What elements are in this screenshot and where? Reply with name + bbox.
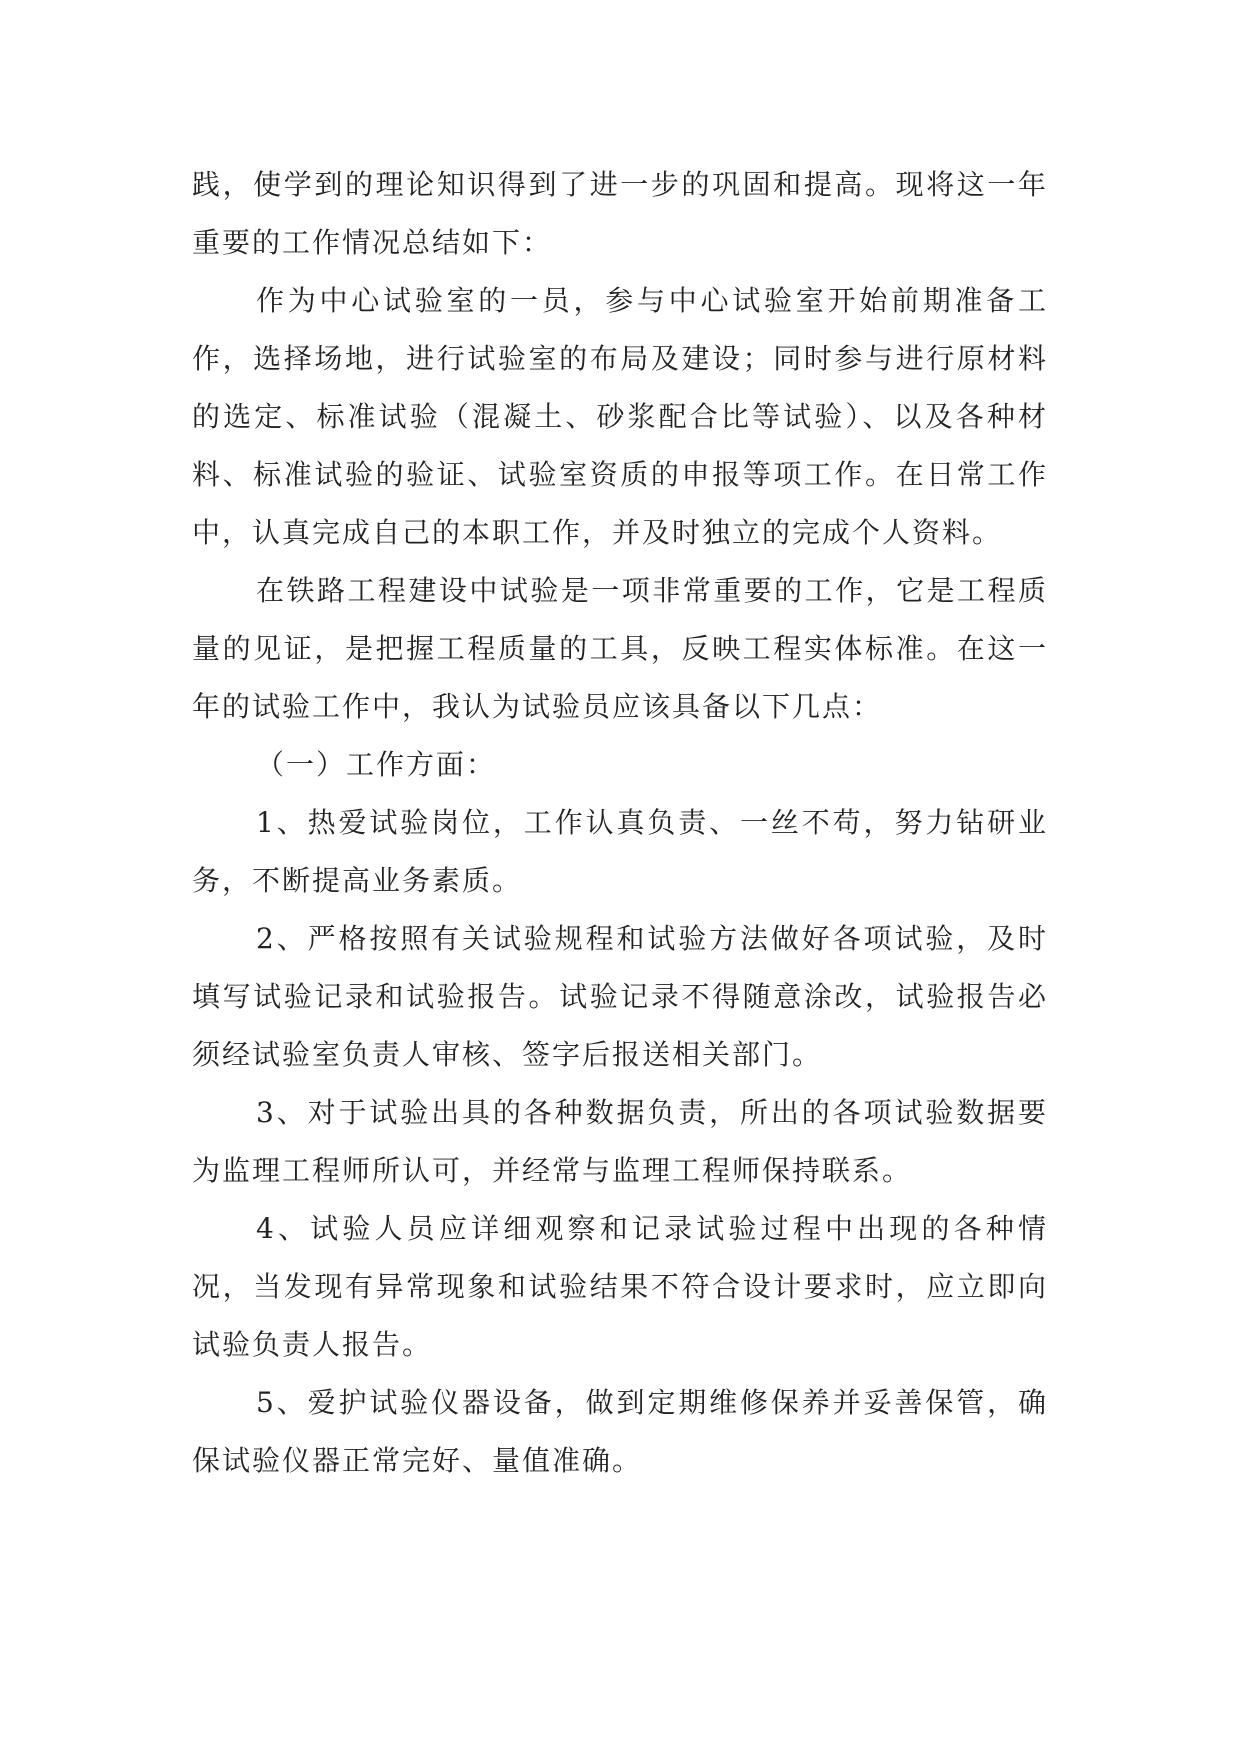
paragraph-importance: 在铁路工程建设中试验是一项非常重要的工作，它是工程质量的见证，是把握工程质量的工具，反映工程实体标准。在这一年的试验工作中，我认为试验员应该具备以下几点： [192, 574, 1048, 723]
list-item-3: 3、对于试验出具的各种数据负责，所出的各项试验数据要为监理工程师所认可，并经常与监理工程师保持联系。 [192, 1096, 1048, 1187]
paragraph-role-description: 作为中心试验室的一员，参与中心试验室开始前期准备工作，选择场地，进行试验室的布局及建设；同时参与进行原材料的选定、标准试验（混凝土、砂浆配合比等试验）、以及各种材料、标准试验的验证、试验室资质的申报等项工作。在日常工作中，认真完成自己的本职工作，并及时独立的完成个人资料。 [192, 284, 1048, 549]
list-item-1: 1、热爱试验岗位，工作认真负责、一丝不苟，努力钻研业务，不断提高业务素质。 [192, 806, 1048, 897]
paragraph-continuation: 践，使学到的理论知识得到了进一步的巩固和提高。现将这一年重要的工作情况总结如下： [192, 168, 1048, 259]
section-heading-work: （一）工作方面： [256, 748, 497, 781]
list-item-2: 2、严格按照有关试验规程和试验方法做好各项试验，及时填写试验记录和试验报告。试验记录不得随意涂改，试验报告必须经试验室负责人审核、签字后报送相关部门。 [192, 922, 1048, 1071]
list-item-4: 4、试验人员应详细观察和记录试验过程中出现的各种情况，当发现有异常现象和试验结果不符合设计要求时，应立即向试验负责人报告。 [192, 1212, 1048, 1361]
document-body [192, 156, 1048, 1490]
list-item-5: 5、爱护试验仪器设备，做到定期维修保养并妥善保管，确保试验仪器正常完好、量值准确。 [192, 1386, 1048, 1477]
